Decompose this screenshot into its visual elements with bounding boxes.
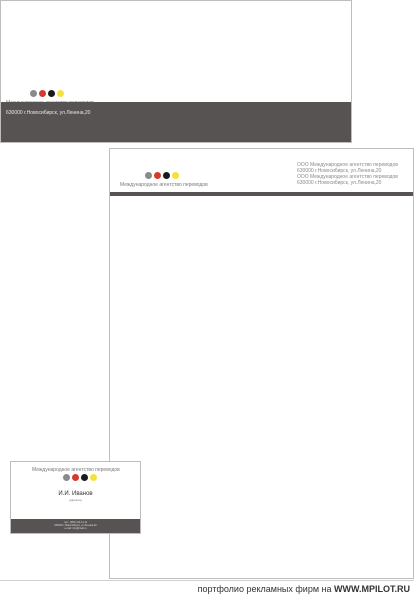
envelope-band — [1, 102, 351, 142]
logo-dots — [63, 474, 97, 481]
letterhead-address-line: ООО Международное агентство переводов — [297, 174, 398, 180]
card-band — [11, 519, 140, 533]
letterhead-address-line: ООО Международное агентство переводов — [297, 162, 398, 168]
logo-dot-black — [48, 90, 55, 97]
card-person-role: директор — [69, 498, 82, 502]
letterhead-agency-name: Международное агентство переводов — [120, 182, 208, 188]
logo-dot-yellow — [90, 474, 97, 481]
logo-dot-yellow — [57, 90, 64, 97]
logo-dot-gray — [145, 172, 152, 179]
letterhead-address-block — [297, 162, 407, 186]
card-contacts — [11, 521, 140, 531]
letterhead-divider — [110, 192, 413, 196]
footer-divider — [0, 580, 414, 581]
logo-dot-black — [81, 474, 88, 481]
card-contact-line: 630000 г.Новосибирск, ул.Ленина,20 — [54, 524, 97, 528]
card-contact-line: e-mail: info@mail.ru — [64, 527, 87, 531]
logo-dots — [30, 90, 64, 97]
letterhead-address-line: 630000 г.Новосибирск, ул.Ленина,20 — [297, 168, 382, 174]
footer-credit — [198, 584, 410, 594]
business-card-mockup — [10, 461, 141, 534]
logo-dot-black — [163, 172, 170, 179]
footer-prefix: портфолио рекламных фирм на — [197, 584, 334, 594]
card-person-name: И.И. Иванов — [58, 491, 93, 497]
logo-dot-gray — [30, 90, 37, 97]
logo-dot-yellow — [172, 172, 179, 179]
card-contact-line: тел.: (383) 211-11-11 — [63, 521, 88, 524]
letterhead-mockup — [109, 148, 414, 579]
logo-dot-red — [154, 172, 161, 179]
logo-dot-gray — [63, 474, 70, 481]
logo-dot-red — [39, 90, 46, 97]
logo-dots — [145, 172, 179, 179]
logo-dot-red — [72, 474, 79, 481]
envelope-mockup — [0, 0, 352, 143]
card-agency-name: Международное агентство переводов — [32, 467, 120, 473]
letterhead-address-line: 630000 г.Новосибирск, ул.Ленина,20 — [297, 180, 382, 186]
footer-site-link[interactable]: WWW.MPILOT.RU — [334, 584, 410, 594]
envelope-address: 630000 г.Новосибирск, ул.Ленина,20 — [6, 110, 91, 116]
